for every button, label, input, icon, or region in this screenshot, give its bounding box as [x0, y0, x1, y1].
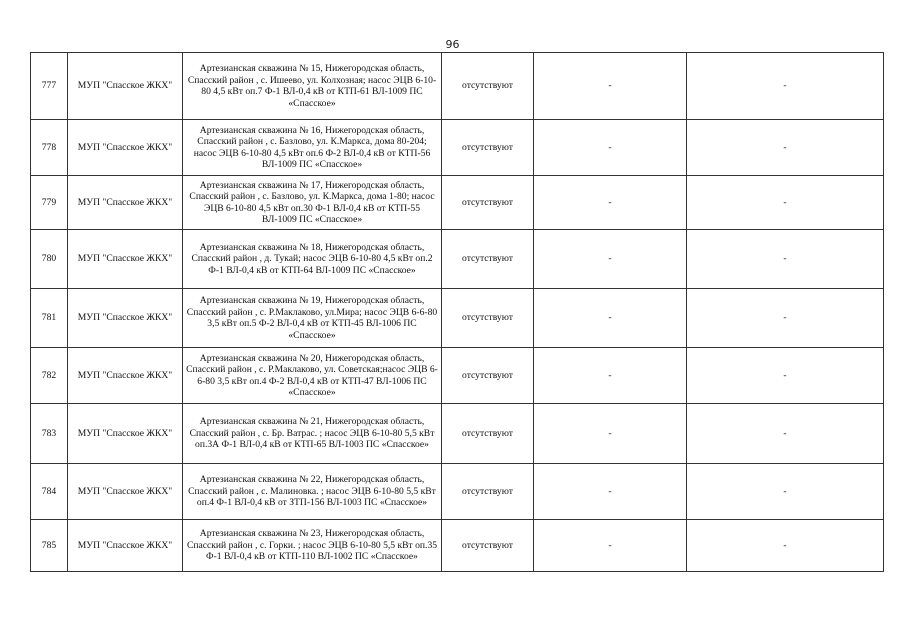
object-description-cell: Артезианская скважина № 21, Нижегородская область, Спасский район , с. Бр. Ватрас. ; насос ЭЦВ 6-10-80 5,5 кВт оп.3А Ф-1 ВЛ-0,4 кВ от КТП-65 ВЛ-1003 ПС «Спасское» [183, 404, 442, 464]
object-description-cell: Артезианская скважина № 17, Нижегородская область, Спасский район , с. Базлово, ул. К.Маркса, дома 1-80; насос ЭЦВ 6-10-80 4,5 кВт оп.30 Ф-1 ВЛ-0,4 кВ от КТП-55 ВЛ-1009 ПС «Спасское» [183, 176, 442, 230]
row-number: 779 [31, 176, 68, 230]
row-number: 781 [31, 289, 68, 348]
column-6-cell: - [687, 289, 884, 348]
row-number: 777 [31, 53, 68, 120]
object-description-cell: Артезианская скважина № 23, Нижегородская область, Спасский район , с. Горки. ; насос ЭЦВ 6-10-80 5,5 кВт оп.35 Ф-1 ВЛ-0,4 кВ от КТП-110 ВЛ-1002 ПС «Спасское» [183, 520, 442, 572]
column-6-cell: - [687, 230, 884, 289]
organization-cell: МУП "Спасское ЖКХ" [68, 120, 183, 176]
organization-cell: МУП "Спасское ЖКХ" [68, 520, 183, 572]
column-5-cell: - [534, 289, 687, 348]
column-6-cell: - [687, 520, 884, 572]
page-number: 96 [445, 38, 460, 51]
column-5-cell: - [534, 348, 687, 404]
organization-cell: МУП "Спасское ЖКХ" [68, 348, 183, 404]
organization-cell: МУП "Спасское ЖКХ" [68, 53, 183, 120]
column-6-cell: - [687, 53, 884, 120]
column-5-cell: - [534, 404, 687, 464]
organization-cell: МУП "Спасское ЖКХ" [68, 289, 183, 348]
column-6-cell: - [687, 120, 884, 176]
status-cell: отсутствуют [442, 289, 534, 348]
registry-table [30, 52, 884, 572]
table-row [31, 120, 884, 176]
column-6-cell: - [687, 348, 884, 404]
object-description-cell: Артезианская скважина № 16, Нижегородская область, Спасский район , с. Базлово, ул. К.Маркса, дома 80-204; насос ЭЦВ 6-10-80 4,5 кВт оп.6 Ф-2 ВЛ-0,4 кВ от КТП-56 ВЛ-1009 ПС «Спасское» [183, 120, 442, 176]
column-5-cell: - [534, 464, 687, 520]
row-number: 778 [31, 120, 68, 176]
column-6-cell: - [687, 464, 884, 520]
row-number: 783 [31, 404, 68, 464]
table-row [31, 404, 884, 464]
status-cell: отсутствуют [442, 176, 534, 230]
object-description-cell: Артезианская скважина № 20, Нижегородская область, Спасский район , с. Р.Маклаково, ул. Советская;насос ЭЦВ 6-6-80 3,5 кВт оп.4 Ф-2 ВЛ-0,4 кВ от КТП-47 ВЛ-1006 ПС «Спасское» [183, 348, 442, 404]
table-row [31, 348, 884, 404]
column-5-cell: - [534, 176, 687, 230]
table-row [31, 289, 884, 348]
object-description-cell: Артезианская скважина № 22, Нижегородская область, Спасский район , с. Малиновка. ; насос ЭЦВ 6-10-80 5,5 кВт оп.4 Ф-1 ВЛ-0,4 кВ от ЗТП-156 ВЛ-1003 ПС «Спасское» [183, 464, 442, 520]
status-cell: отсутствуют [442, 404, 534, 464]
status-cell: отсутствуют [442, 520, 534, 572]
row-number: 780 [31, 230, 68, 289]
row-number: 784 [31, 464, 68, 520]
organization-cell: МУП "Спасское ЖКХ" [68, 404, 183, 464]
object-description-cell: Артезианская скважина № 15, Нижегородская область, Спасский район , с. Ишеево, ул. Колхозная; насос ЭЦВ 6-10-80 4,5 кВт оп.7 Ф-1 ВЛ-0,4 кВ от КТП-61 ВЛ-1009 ПС «Спасское» [183, 53, 442, 120]
table-row [31, 230, 884, 289]
organization-cell: МУП "Спасское ЖКХ" [68, 464, 183, 520]
column-6-cell: - [687, 176, 884, 230]
status-cell: отсутствуют [442, 464, 534, 520]
table-row [31, 520, 884, 572]
column-5-cell: - [534, 230, 687, 289]
row-number: 785 [31, 520, 68, 572]
column-5-cell: - [534, 120, 687, 176]
object-description-cell: Артезианская скважина № 19, Нижегородская область, Спасский район , с. Р.Маклаково, ул.Мира; насос ЭЦВ 6-6-80 3,5 кВт оп.5 Ф-2 ВЛ-0,4 кВ от КТП-45 ВЛ-1006 ПС «Спасское» [183, 289, 442, 348]
status-cell: отсутствуют [442, 348, 534, 404]
column-5-cell: - [534, 53, 687, 120]
status-cell: отсутствуют [442, 53, 534, 120]
table-row [31, 53, 884, 120]
object-description-cell: Артезианская скважина № 18, Нижегородская область, Спасский район , д. Тукай; насос ЭЦВ 6-10-80 4,5 кВт оп.2 Ф-1 ВЛ-0,4 кВ от КТП-64 ВЛ-1009 ПС «Спасское» [183, 230, 442, 289]
status-cell: отсутствуют [442, 120, 534, 176]
column-5-cell: - [534, 520, 687, 572]
column-6-cell: - [687, 404, 884, 464]
organization-cell: МУП "Спасское ЖКХ" [68, 230, 183, 289]
organization-cell: МУП "Спасское ЖКХ" [68, 176, 183, 230]
table-row [31, 176, 884, 230]
table-row [31, 464, 884, 520]
row-number: 782 [31, 348, 68, 404]
status-cell: отсутствуют [442, 230, 534, 289]
